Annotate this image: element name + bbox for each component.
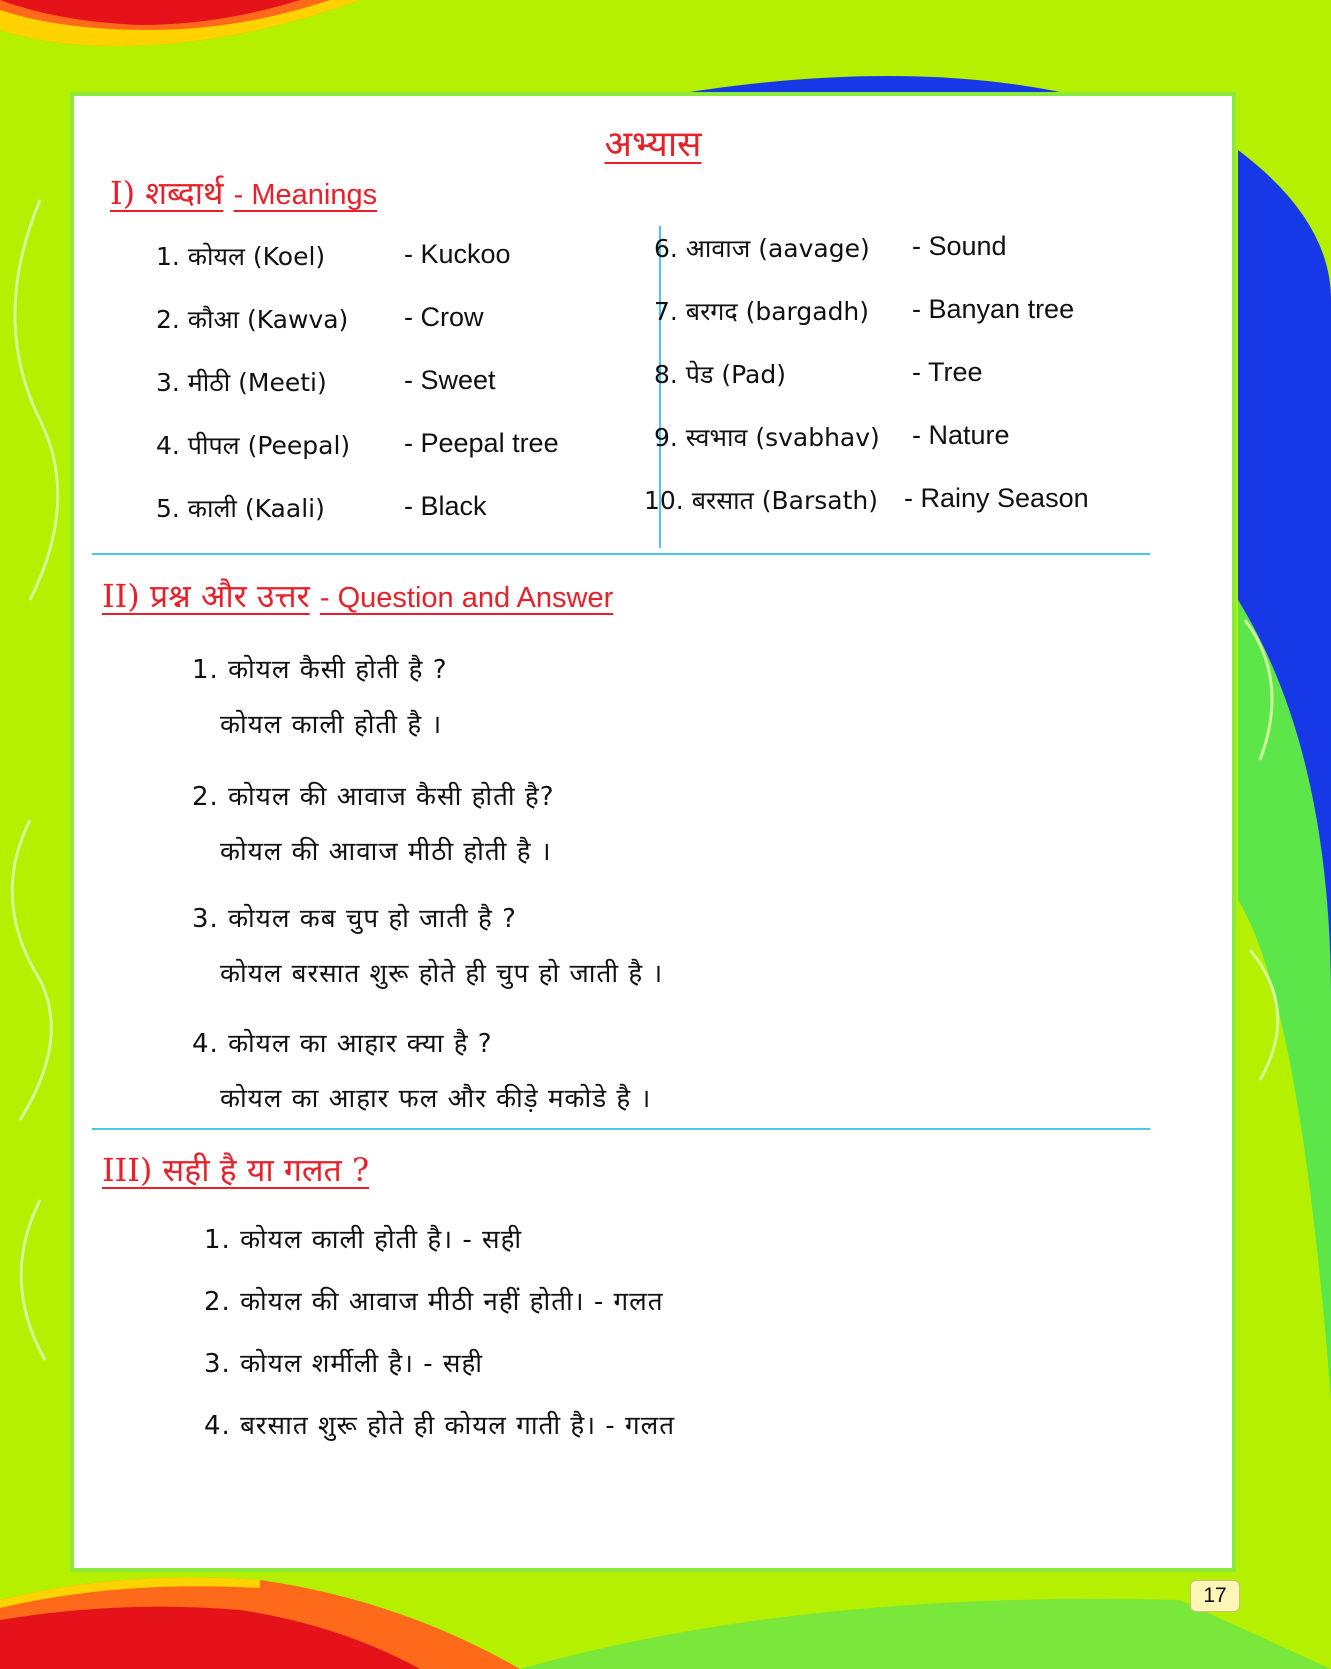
meaning-row: 4. पीपल (Peepal) <box>156 431 351 460</box>
meaning-row: 2. कौआ (Kawva) <box>156 305 349 334</box>
question: 1. कोयल कैसी होती है ? <box>192 655 448 685</box>
meaning-row: 8. पेड (Pad) <box>654 360 786 389</box>
meaning-value: - Nature <box>912 420 1010 450</box>
section-meanings-heading: I) शब्दार्थ - Meanings <box>110 174 378 212</box>
meaning-row: 6. आवाज (aavage) <box>654 234 870 263</box>
answer: कोयल का आहार फल और कीड़े मकोडे है । <box>220 1084 652 1114</box>
meaning-value: - Tree <box>912 357 983 387</box>
true-false-item: 2. कोयल की आवाज मीठी नहीं होती। - गलत <box>204 1287 664 1317</box>
meaning-value: - Black <box>404 491 487 521</box>
question: 3. कोयल कब चुप हो जाती है ? <box>192 904 517 934</box>
question: 2. कोयल की आवाज कैसी होती है? <box>192 782 555 812</box>
meaning-row: 3. मीठी (Meeti) <box>156 368 327 397</box>
meaning-row: 9. स्वभाव (svabhav) <box>654 423 880 452</box>
section-divider <box>92 1128 1150 1130</box>
section-true-false-heading: III) सही है या गलत ? <box>102 1151 370 1189</box>
meaning-value: - Peepal tree <box>404 428 559 458</box>
meaning-value: - Kuckoo <box>404 239 511 269</box>
meaning-value: - Banyan tree <box>912 294 1075 324</box>
answer: कोयल काली होती है । <box>220 710 443 740</box>
section-divider <box>92 553 1150 555</box>
answer: कोयल की आवाज मीठी होती है । <box>220 837 552 867</box>
meaning-row: 1. कोयल (Koel) <box>156 242 326 271</box>
section-qa-heading: II) प्रश्न और उत्तर - Question and Answer <box>102 577 614 615</box>
meaning-value: - Rainy Season <box>904 483 1089 513</box>
page-title: अभ्यास <box>604 124 702 165</box>
true-false-item: 1. कोयल काली होती है। - सही <box>204 1225 523 1255</box>
meaning-row: 7. बरगद (bargadh) <box>654 297 870 326</box>
question: 4. कोयल का आहार क्या है ? <box>192 1029 493 1059</box>
meaning-value: - Sound <box>912 231 1007 261</box>
exercise-card <box>70 92 1236 1572</box>
meaning-value: - Sweet <box>404 365 496 395</box>
true-false-item: 3. कोयल शर्मीली है। - सही <box>204 1349 484 1379</box>
meaning-row: 5. काली (Kaali) <box>156 494 325 523</box>
meaning-value: - Crow <box>404 302 484 332</box>
meaning-row: 10. बरसात (Barsath) <box>644 486 879 515</box>
true-false-item: 4. बरसात शुरू होते ही कोयल गाती है। - गलत <box>204 1411 676 1441</box>
page-number: 17 <box>1190 1580 1240 1612</box>
answer: कोयल बरसात शुरू होते ही चुप हो जाती है । <box>220 959 664 989</box>
